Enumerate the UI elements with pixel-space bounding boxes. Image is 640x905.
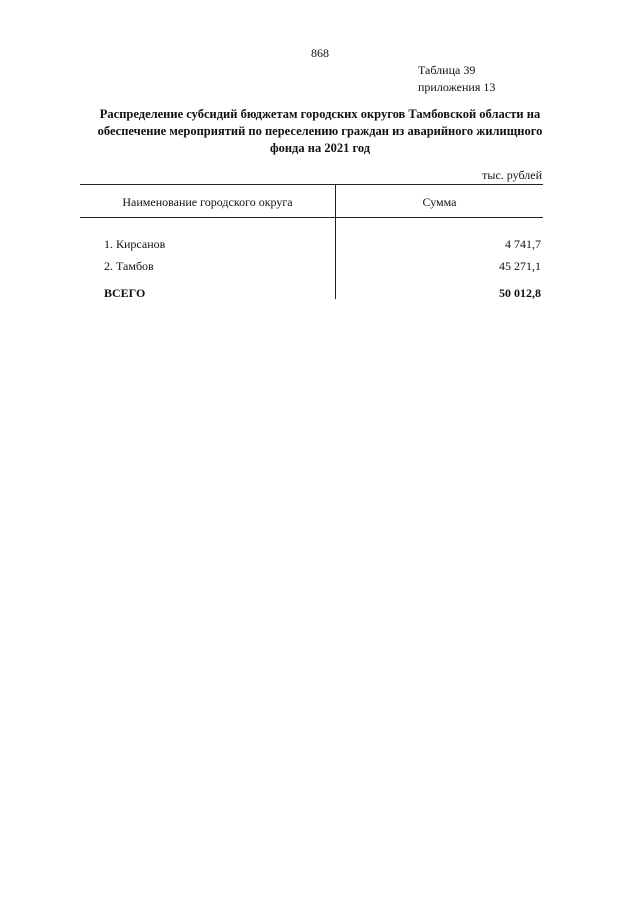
page-number: 868 [311, 46, 329, 60]
table-row [80, 259, 543, 279]
table-total-row [80, 286, 543, 306]
table-top-rule [80, 184, 543, 185]
title-line-1: Распределение субсидий бюджетам городских округов Тамбовской области на [99, 107, 541, 121]
row-sum-value: 4 741,7 [505, 237, 541, 251]
row-sum-value: 45 271,1 [499, 259, 541, 273]
document-title [80, 106, 560, 157]
table-header-rule [80, 217, 543, 218]
table-reference-line-1: Таблица 39 [418, 63, 476, 77]
row-district-name: 2. Тамбов [104, 259, 154, 273]
units-label: тыс. рублей [482, 168, 542, 182]
table-reference-line-2: приложения 13 [418, 80, 496, 94]
table-reference [418, 62, 495, 96]
header-sum: Сумма [422, 195, 457, 209]
title-line-3: фонда на 2021 год [269, 141, 371, 155]
row-district-name: 1. Кирсанов [104, 237, 166, 251]
header-district-name: Наименование городского округа [122, 195, 293, 209]
total-label: ВСЕГО [104, 286, 146, 300]
total-value: 50 012,8 [499, 286, 541, 300]
title-line-2: обеспечение мероприятий по переселению граждан из аварийного жилищного [97, 124, 543, 138]
table-row [80, 237, 543, 257]
